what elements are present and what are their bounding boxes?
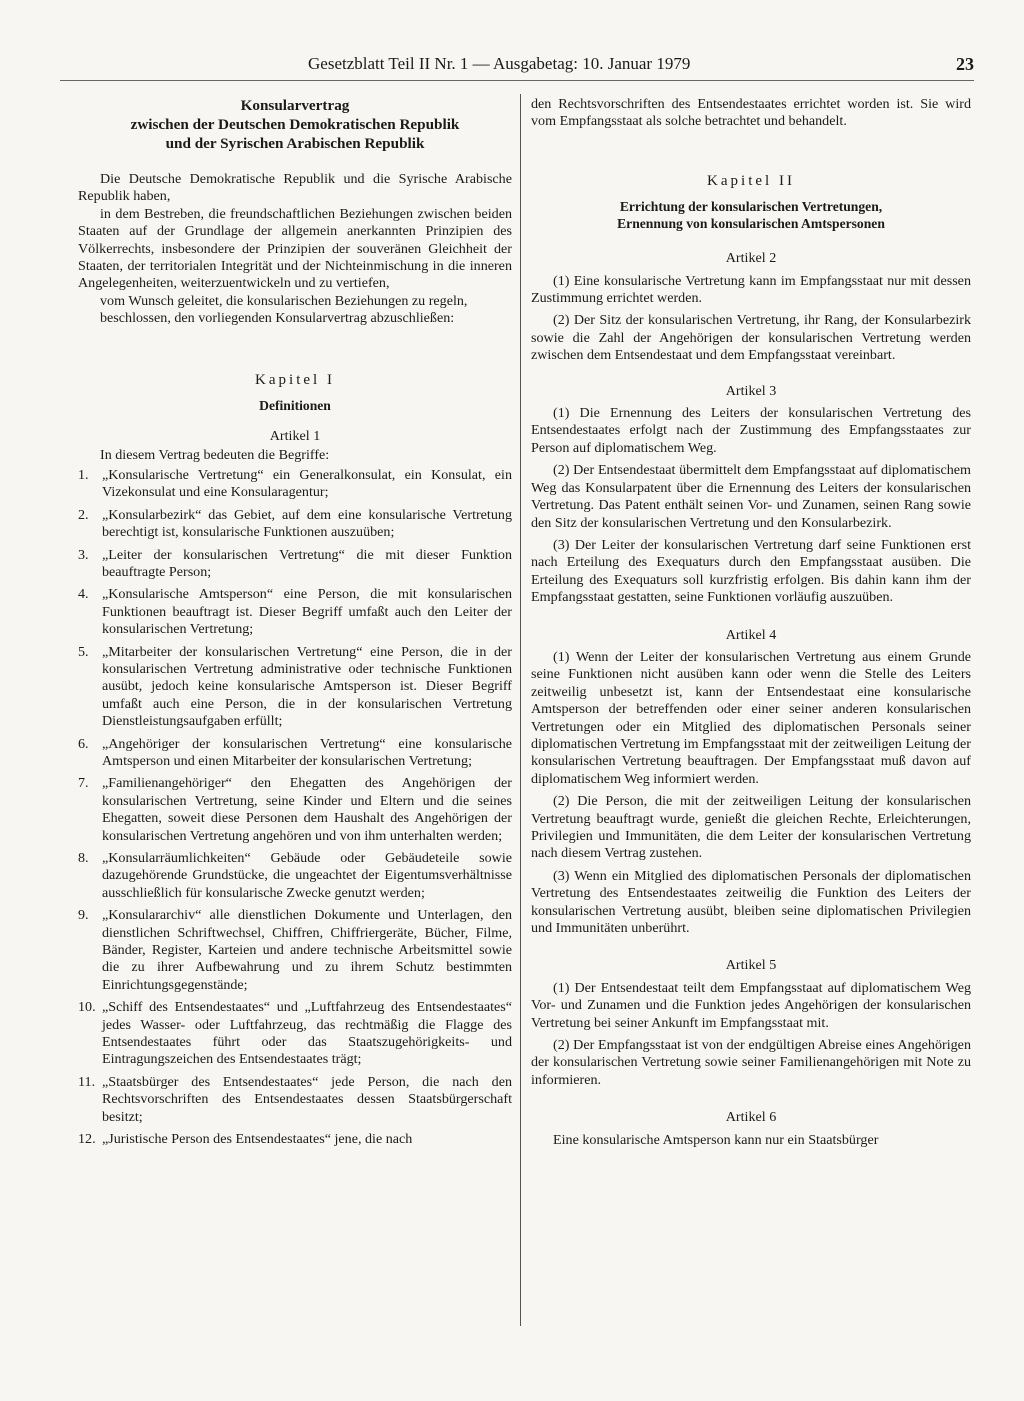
preamble-paragraph: Die Deutsche Demokratische Republik und die Syrische Arabische Republik haben, <box>78 171 512 205</box>
item-number: 4. <box>78 586 89 603</box>
item-text: „Familienangehöriger“ den Ehegatten des Angehörigen der konsularischen Vertretung, seine Kinder und Eltern und die seines Ehegatten, soweit diese Personen dem Haushalt des Angehörigen der konsularischen Vertretung angehören und von ihm unterhalten werden; <box>102 775 512 844</box>
item-number: 6. <box>78 735 89 752</box>
item-text: „Mitarbeiter der konsularischen Vertretung“ eine Person, die in der konsularischen Vertretung administrative oder technische Funktionen ausübt, jedoch keine konsularische Amtsperson ist. Dieser Begriff umfaßt auch eine Person, die in der konsularischen Vertretung Dienstleistungsaufgaben erfüllt; <box>102 643 512 730</box>
list-item <box>78 507 512 542</box>
column-divider <box>520 94 521 1326</box>
article-paragraph: (1) Die Ernennung des Leiters der konsularischen Vertretung des Entsendestaates erfolgt nach der Zustimmung des Empfangsstaates zur Person auf diplomatischem Weg. <box>531 405 971 456</box>
item-text: „Konsularische Vertretung“ ein Generalkonsulat, ein Konsulat, ein Vizekonsulat und eine Konsularagentur; <box>102 466 512 501</box>
item-text: „Konsularbezirk“ das Gebiet, auf dem eine konsularische Vertretung berechtigt ist, konsularische Funktionen auszuüben; <box>102 506 512 541</box>
item-text: „Konsularräumlichkeiten“ Gebäude oder Gebäudeteile sowie dazugehörende Grundstücke, die ungeachtet der Eigentumsverhältnisse ausschließlich für konsularische Zwecke genutzt werden; <box>102 850 512 901</box>
preamble-paragraph: in dem Bestreben, die freundschaftlichen Beziehungen zwischen beiden Staaten auf der Grundlage der allgemein anerkannten Prinzipien des Völkerrechts, insbesondere der Prinzipien der souveränen Gleichheit der Staaten, der territorialen Integrität und der Nichteinmischung in die inneren Angelegenheiten, weiterzuentwickeln und zu vertiefen, <box>78 205 512 292</box>
left-column <box>78 96 512 1154</box>
item-number: 12. <box>78 1131 96 1148</box>
item-number: 2. <box>78 506 89 523</box>
list-item <box>78 586 512 638</box>
artikel-heading: Artikel 5 <box>725 957 777 974</box>
article-paragraph: (2) Die Person, die mit der zeitweiligen Leitung der konsularischen Vertretung beauftragt wurde, genießt die gleichen Rechte, Erleichterungen, Privilegien und Immunitäten, die dem Leiter der konsularischen Vertretung nach diesem Vertrag zustehen. <box>531 793 971 862</box>
item-text: „Angehöriger der konsularischen Vertretung“ eine konsularische Amtsperson und einen Mitarbeiter der konsularischen Vertretung; <box>102 735 512 769</box>
article-paragraph: (3) Der Leiter der konsularischen Vertretung darf seine Funktionen erst nach Erteilung des Exequaturs durch den Empfangsstaat ausüben. Die Erteilung des Exequaturs soll kurzfristig erfolgen. Bis dahin kann ihm der Empfangsstaat gestatten, seine Funktionen vorläufig auszuüben. <box>531 536 971 606</box>
list-item <box>78 907 512 994</box>
item-number: 3. <box>78 546 89 563</box>
list-item <box>78 850 512 902</box>
item-text: „Juristische Person des Entsendestaates“ jene, die nach <box>102 1131 413 1148</box>
kapitel-heading: Kapitel II <box>707 172 795 189</box>
item-text: „Konsulararchiv“ alle dienstlichen Dokumente und Unterlagen, den dienstlichen Schriftwechsel, Chiffren, Chiffriergeräte, Bücher, Filme, Bänder, Register, Karteien und andere technische Arbeitsmittel sowie die zu ihrer Aufbewahrung und zu ihrem Schutz bestimmten Einrichtungsgegenstände; <box>102 907 512 993</box>
kapitel-title <box>531 198 971 232</box>
preamble-paragraph: vom Wunsch geleitet, die konsularischen Beziehungen zu regeln, <box>100 292 468 309</box>
treaty-title <box>78 96 512 153</box>
list-item <box>78 547 512 582</box>
artikel-heading: Artikel 3 <box>725 382 777 399</box>
item-text: „Schiff des Entsendestaates“ und „Luftfahrzeug des Entsendestaates“ jedes Wasser- oder Luftfahrzeug, das rechtmäßig die Flagge des Entsendestaates führt oder das Staatszugehörigkeits- und Eintragungszeichen des Entsendestaates trägt; <box>102 999 512 1068</box>
item-number: 1. <box>78 466 89 483</box>
list-item <box>78 1074 512 1126</box>
definitions-intro: In diesem Vertrag bedeuten die Begriffe: <box>100 447 330 464</box>
article-paragraph: (1) Der Entsendestaat teilt dem Empfangsstaat auf diplomatischem Weg Vor- und Zunamen und die Funktion jedes Angehörigen der konsularischen Vertretung bei seiner Ankunft im Empfangsstaat mit. <box>531 979 971 1031</box>
article-paragraph: (2) Der Sitz der konsularischen Vertretung, ihr Rang, der Konsularbezirk sowie die Zahl der Angehörigen der konsularischen Vertretung werden zwischen dem Entsendestaat und dem Empfangsstaat vereinbart. <box>531 312 971 364</box>
item-number: 11. <box>78 1073 96 1090</box>
list-item <box>78 775 512 845</box>
item-text: „Konsularische Amtsperson“ eine Person, die mit konsularischen Funktionen beauftragt ist. Dieser Begriff umfaßt auch den Leiter der konsularischen Vertretung; <box>102 586 512 638</box>
article-paragraph: (1) Eine konsularische Vertretung kann im Empfangsstaat nur mit dessen Zustimmung errichtet werden. <box>531 272 971 307</box>
continuation-paragraph: den Rechtsvorschriften des Entsendestaates errichtet worden ist. Sie wird vom Empfangsstaat als solche betrachtet und behandelt. <box>531 96 971 130</box>
treaty-title-line: zwischen der Deutschen Demokratischen Republik <box>130 116 460 133</box>
item-number: 7. <box>78 775 89 792</box>
item-number: 8. <box>78 850 89 866</box>
definitions-list <box>78 467 512 1149</box>
page-header <box>60 50 974 81</box>
artikel-heading: Artikel 4 <box>725 626 777 643</box>
kapitel-title-line: Ernennung von konsularischen Amtspersonen <box>617 216 885 232</box>
kapitel-title-line: Errichtung der konsularischen Vertretungen, <box>619 199 883 215</box>
item-number: 10. <box>78 999 96 1016</box>
kapitel-title: Definitionen <box>259 398 331 414</box>
list-item <box>78 467 512 502</box>
list-item <box>78 736 512 771</box>
header-title: Gesetzblatt Teil II Nr. 1 — Ausgabetag: 10. Januar 1979 <box>308 54 691 73</box>
artikel-heading: Artikel 6 <box>725 1109 777 1126</box>
list-item <box>78 644 512 731</box>
item-text: „Staatsbürger des Entsendestaates“ jede Person, die nach den Rechtsvorschriften des Entsendestaates dessen Staatsbürgerschaft besitzt; <box>102 1073 512 1125</box>
list-item <box>78 1131 512 1148</box>
page-number: 23 <box>956 54 974 74</box>
artikel-heading: Artikel 1 <box>269 428 321 445</box>
article-paragraph: (3) Wenn ein Mitglied des diplomatischen Personals der diplomatischen Vertretung des Entsendestaates zeitweilig die Funktion des Leiters der konsularischen Vertretung ausübt, bleiben seine diplomatischen Privilegien und Immunitäten unberührt. <box>531 867 971 937</box>
article-paragraph: (1) Wenn der Leiter der konsularischen Vertretung aus einem Grunde seine Funktionen nicht ausüben kann oder wenn die Stelle des Leiters zeitweilig unbesetzt ist, kann der Entsendestaat eine konsularische Amtsperson der betreffenden oder einer seiner anderen konsularischen Vertretungen oder ein Mitglied des diplomatischen Personals seiner diplomatischen Vertretung im Empfangsstaat mit der zeitweiligen Leitung der konsularischen Vertretung beauftragen. Der Empfangsstaat muß davon auf diplomatischem Weg informiert werden. <box>531 648 971 787</box>
kapitel-heading: Kapitel I <box>255 371 335 388</box>
item-text: „Leiter der konsularischen Vertretung“ die mit dieser Funktion beauftragte Person; <box>102 546 512 580</box>
list-item <box>78 999 512 1069</box>
item-number: 9. <box>78 907 89 924</box>
item-number: 5. <box>78 643 89 660</box>
artikel-heading: Artikel 2 <box>725 250 777 267</box>
preamble-paragraph: beschlossen, den vorliegenden Konsularvertrag abzuschließen: <box>100 310 455 327</box>
treaty-title-line: Konsularvertrag <box>240 97 350 114</box>
treaty-title-line: und der Syrischen Arabischen Republik <box>165 135 425 152</box>
article-paragraph: Eine konsularische Amtsperson kann nur ein Staatsbürger <box>553 1131 879 1148</box>
article-paragraph: (2) Der Entsendestaat übermittelt dem Empfangsstaat auf diplomatischem Weg das Konsularpatent über die Ernennung des Leiters der konsularischen Vertretung. Das Patent enthält seinen Vor- und Zunamen, seinen Rang sowie den Sitz der konsularischen Vertretung und den Konsularbezirk. <box>531 462 971 531</box>
article-paragraph: (2) Der Empfangsstaat ist von der endgültigen Abreise eines Angehörigen der konsularischen Vertretung sowie seiner Familienangehörigen mit Note zu informieren. <box>531 1037 971 1088</box>
right-column <box>531 96 971 1149</box>
